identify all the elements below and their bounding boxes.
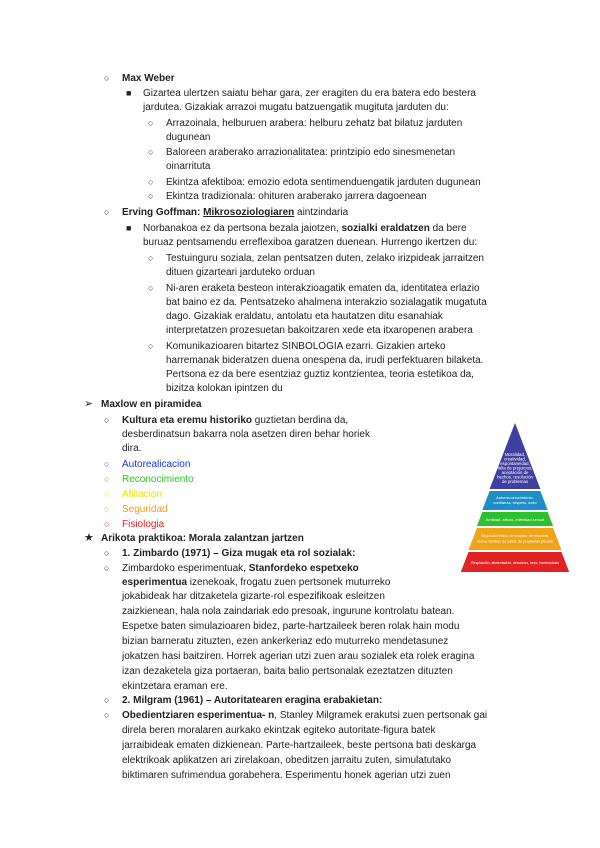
bullet-hollow-circle: ○	[148, 283, 154, 293]
goffman-point-line: bizitza kolokan ipintzen du	[166, 383, 283, 394]
maslow-culture-line: dira.	[122, 443, 142, 454]
pyramid-text: confianza, respeto, éxito	[493, 500, 537, 505]
milgram-text-line	[122, 709, 487, 722]
milgram-text-line: biktimaren sufrimendua gorabehera. Esperimentu honek agerian utzi zuen	[122, 770, 451, 781]
pyramid-text: Seguridad física, de empleo, de recursos,	[480, 534, 550, 538]
arrow-bullet-icon: ➢	[84, 398, 94, 410]
goffman-point-line: dituen gizarteari jarduteko orduan	[166, 267, 315, 278]
goffman-role: aintzindaria	[294, 207, 349, 218]
goffman-point-line: Komunikazioaren bitartez SINBOLOGIA ezarri. Gizakien arteko	[166, 341, 446, 352]
pyramid-text: Amistad, afecto, intimidad sexual	[485, 517, 545, 522]
pyramid-text: hechos, resolución	[497, 474, 533, 480]
zimbardo-text-line: bizian barneratu zituzten, ezen ankerkeriaz edo muturreko mendetasunez	[122, 636, 449, 647]
maslow-pyramid-image	[455, 423, 575, 573]
zimbardo-text-line: zaizkienean, hala nola zaindariak edo presoak, ingurune kontrolatu batean.	[122, 606, 455, 617]
weber-action-type-cont: dugunean	[166, 132, 211, 143]
zimbardo-emphasis: Stanfordeko espetxeko	[248, 563, 359, 574]
zimbardo-emphasis: esperimentua	[122, 577, 188, 588]
pyramid-text: falta de prejuicios,	[497, 465, 533, 471]
zimbardo-text-line: Espetxe baten simulazioaren bidez, parte-hartzaileek beren rolak hain modu	[122, 621, 460, 632]
maslow-culture-emphasis: Kultura eta eremu historiko	[122, 415, 253, 426]
bullet-hollow-circle: ○	[104, 207, 110, 217]
weber-heading: Max Weber	[122, 73, 175, 84]
bullet-hollow-circle: ○	[104, 563, 110, 573]
milgram-emphasis: Obedientziaren esperimentua- n	[122, 710, 275, 721]
bullet-hollow-circle: ○	[104, 459, 110, 469]
weber-intro-line: jardutea. Gizakiak arrazoi mugatu batzuengatik mugituta jarduten du:	[143, 102, 449, 113]
bullet-square: ■	[126, 88, 132, 98]
pyramid-text: creatividad,	[504, 456, 526, 462]
bullet-hollow-circle: ○	[104, 415, 110, 425]
goffman-name: Erving Goffman:	[122, 207, 201, 218]
milgram-title: 2. Milgram (1961) – Autoritatearen eragina erabakietan:	[122, 695, 383, 706]
milgram-text-line: jarraibideak ematen dizkienean. Parte-hartzaileek, beste pertsona bati deskarga	[122, 740, 477, 751]
bullet-hollow-circle: ○	[104, 73, 110, 83]
goffman-point-line: harremanak bideratzen duena onespena da, irudi perfektuaren bilaketa.	[166, 355, 484, 366]
bullet-hollow-circle: ○	[148, 147, 154, 157]
zimbardo-title: 1. Zimbardo (1971) – Giza mugak eta rol sozialak:	[122, 548, 356, 559]
maslow-level-label: Fisiologia	[122, 519, 165, 530]
bullet-hollow-circle: ○	[148, 341, 154, 351]
bullet-hollow-circle: ○	[104, 548, 110, 558]
star-bullet-icon: ★	[84, 532, 94, 544]
maslow-level-label: Afiliación	[122, 489, 163, 500]
bullet-hollow-circle: ○	[104, 474, 110, 484]
maslow-heading: Maxlow en piramidea	[101, 399, 202, 410]
practical-heading: Arikota praktikoa: Morala zalantzan jartzen	[101, 533, 304, 544]
pyramid-text: moral, familiar, de salud, de propiedad privada	[477, 539, 553, 544]
goffman-point-line: dago. Gizakiak eraldatu, antolatu eta hautatzen ditu esanahiak	[166, 311, 443, 322]
bullet-hollow-circle: ○	[104, 710, 110, 720]
pyramid-text: aceptación de	[501, 470, 529, 475]
zimbardo-text-line: jokatzen hasi baitziren. Horrek agerian utzi zuen arau sozialek eta rolek eragina	[122, 651, 475, 662]
goffman-heading	[122, 206, 348, 219]
zimbardo-text: Zimbardoko esperimentuak,	[122, 563, 249, 574]
weber-action-type: Arrazoinala, helburuen arabera: helburu zehatz bat bilatuz jarduten	[166, 118, 463, 129]
weber-action-type: Ekintza afektiboa: emozio edota sentimenduengatik jarduten dugunean	[166, 177, 481, 188]
bullet-hollow-circle: ○	[148, 118, 154, 128]
goffman-field: Mikrosoziologiaren	[203, 207, 295, 218]
pyramid-text: Moralidad,	[504, 452, 526, 457]
zimbardo-text-line	[122, 562, 359, 575]
bullet-hollow-circle: ○	[104, 695, 110, 705]
goffman-point-line: Pertsona ez da bere esentziaz guztiz kontzientea, teoria estetikoa da,	[166, 369, 474, 380]
goffman-point-line: bat baino ez da. Pentsatzeko ahalmena interakzio sozialagatik mugatuta	[166, 297, 487, 308]
maslow-culture-line	[122, 414, 348, 427]
maslow-pyramid-graphic	[455, 423, 575, 573]
weber-action-type: Baloreen araberako arrazionalitatea: printzipio edo sinesmenetan	[166, 147, 456, 158]
zimbardo-text-line: jokabideak har ditzaketela gizarte-rol espezifikoak esleitzen	[122, 591, 385, 602]
goffman-point-line: Testuinguru soziala, zelan pentsatzen duten, zelako irizpideak jarraitzen	[166, 253, 484, 264]
goffman-point-line: interpretatzen prozesuetan bakoitzaren xede eta itxaropenen arabera	[166, 325, 473, 336]
milgram-text-line: elektrikoak aplikatzen ari zirelakoan, obeditzen jarraitu zuten, simulatutako	[122, 755, 452, 766]
pyramid-text: de problemas	[501, 479, 529, 484]
bullet-square: ■	[126, 223, 132, 233]
zimbardo-text-line: izan dezaketela giza portaeran, baita balio pertsonalak ezeztatzen dituzten	[122, 666, 453, 677]
maslow-culture-text: guztietan berdina da,	[252, 415, 349, 426]
bullet-hollow-circle: ○	[104, 504, 110, 514]
bullet-hollow-circle: ○	[148, 253, 154, 263]
bullet-hollow-circle: ○	[148, 191, 154, 201]
bullet-hollow-circle: ○	[104, 519, 110, 529]
maslow-culture-line: desberdinatsun bakarra nola asetzen diren behar horiek	[122, 429, 370, 440]
bullet-hollow-circle: ○	[148, 177, 154, 187]
goffman-intro-text: da bere	[429, 223, 467, 234]
maslow-level-label: Autorealicacion	[122, 459, 191, 470]
goffman-intro-emphasis: sozialki eraldatzen	[341, 223, 430, 234]
maslow-level-label: Reconocimiento	[122, 474, 194, 485]
maslow-level-label: Seguridad	[122, 504, 168, 515]
zimbardo-text-line: ekintzetara eraman ere.	[122, 681, 228, 692]
goffman-intro-text: Norbanakoa ez da pertsona bezala jaiotzen,	[143, 223, 342, 234]
bullet-hollow-circle: ○	[104, 489, 110, 499]
pyramid-text: espontaneidad,	[500, 461, 530, 466]
goffman-intro-line: buruaz pentsamendu erreflexiboa garatzen duenean. Hurrengo ikertzen du:	[143, 237, 478, 248]
pyramid-text: Autorreconocimiento,	[496, 495, 534, 500]
weber-action-type: Ekintza tradizionala: ohituren araberako jarrera dagoenean	[166, 191, 427, 202]
zimbardo-text: izenekoak, frogatu zuen pertsonek muturreko	[187, 577, 391, 588]
weber-intro-line: Gizartea ulertzen saiatu behar gara, zer eragiten du era batera edo bestera	[143, 88, 476, 99]
goffman-point-line: Ni-aren eraketa besteon interakzioagatik ematen da, identitatea erlazio	[166, 283, 480, 294]
zimbardo-text-line	[122, 576, 390, 589]
milgram-text-line: direla beren moralaren aurkako ekintzak egiteko autoritate-figura batek	[122, 725, 436, 736]
pyramid-text: Respiración, alimentación, descanso, sexo, homeostasis	[471, 561, 559, 565]
goffman-intro-line	[143, 222, 467, 235]
milgram-text: , Stanley Milgramek erakutsi zuen pertsonak gai	[274, 710, 488, 721]
weber-action-type-cont: oinarrituta	[166, 161, 211, 172]
